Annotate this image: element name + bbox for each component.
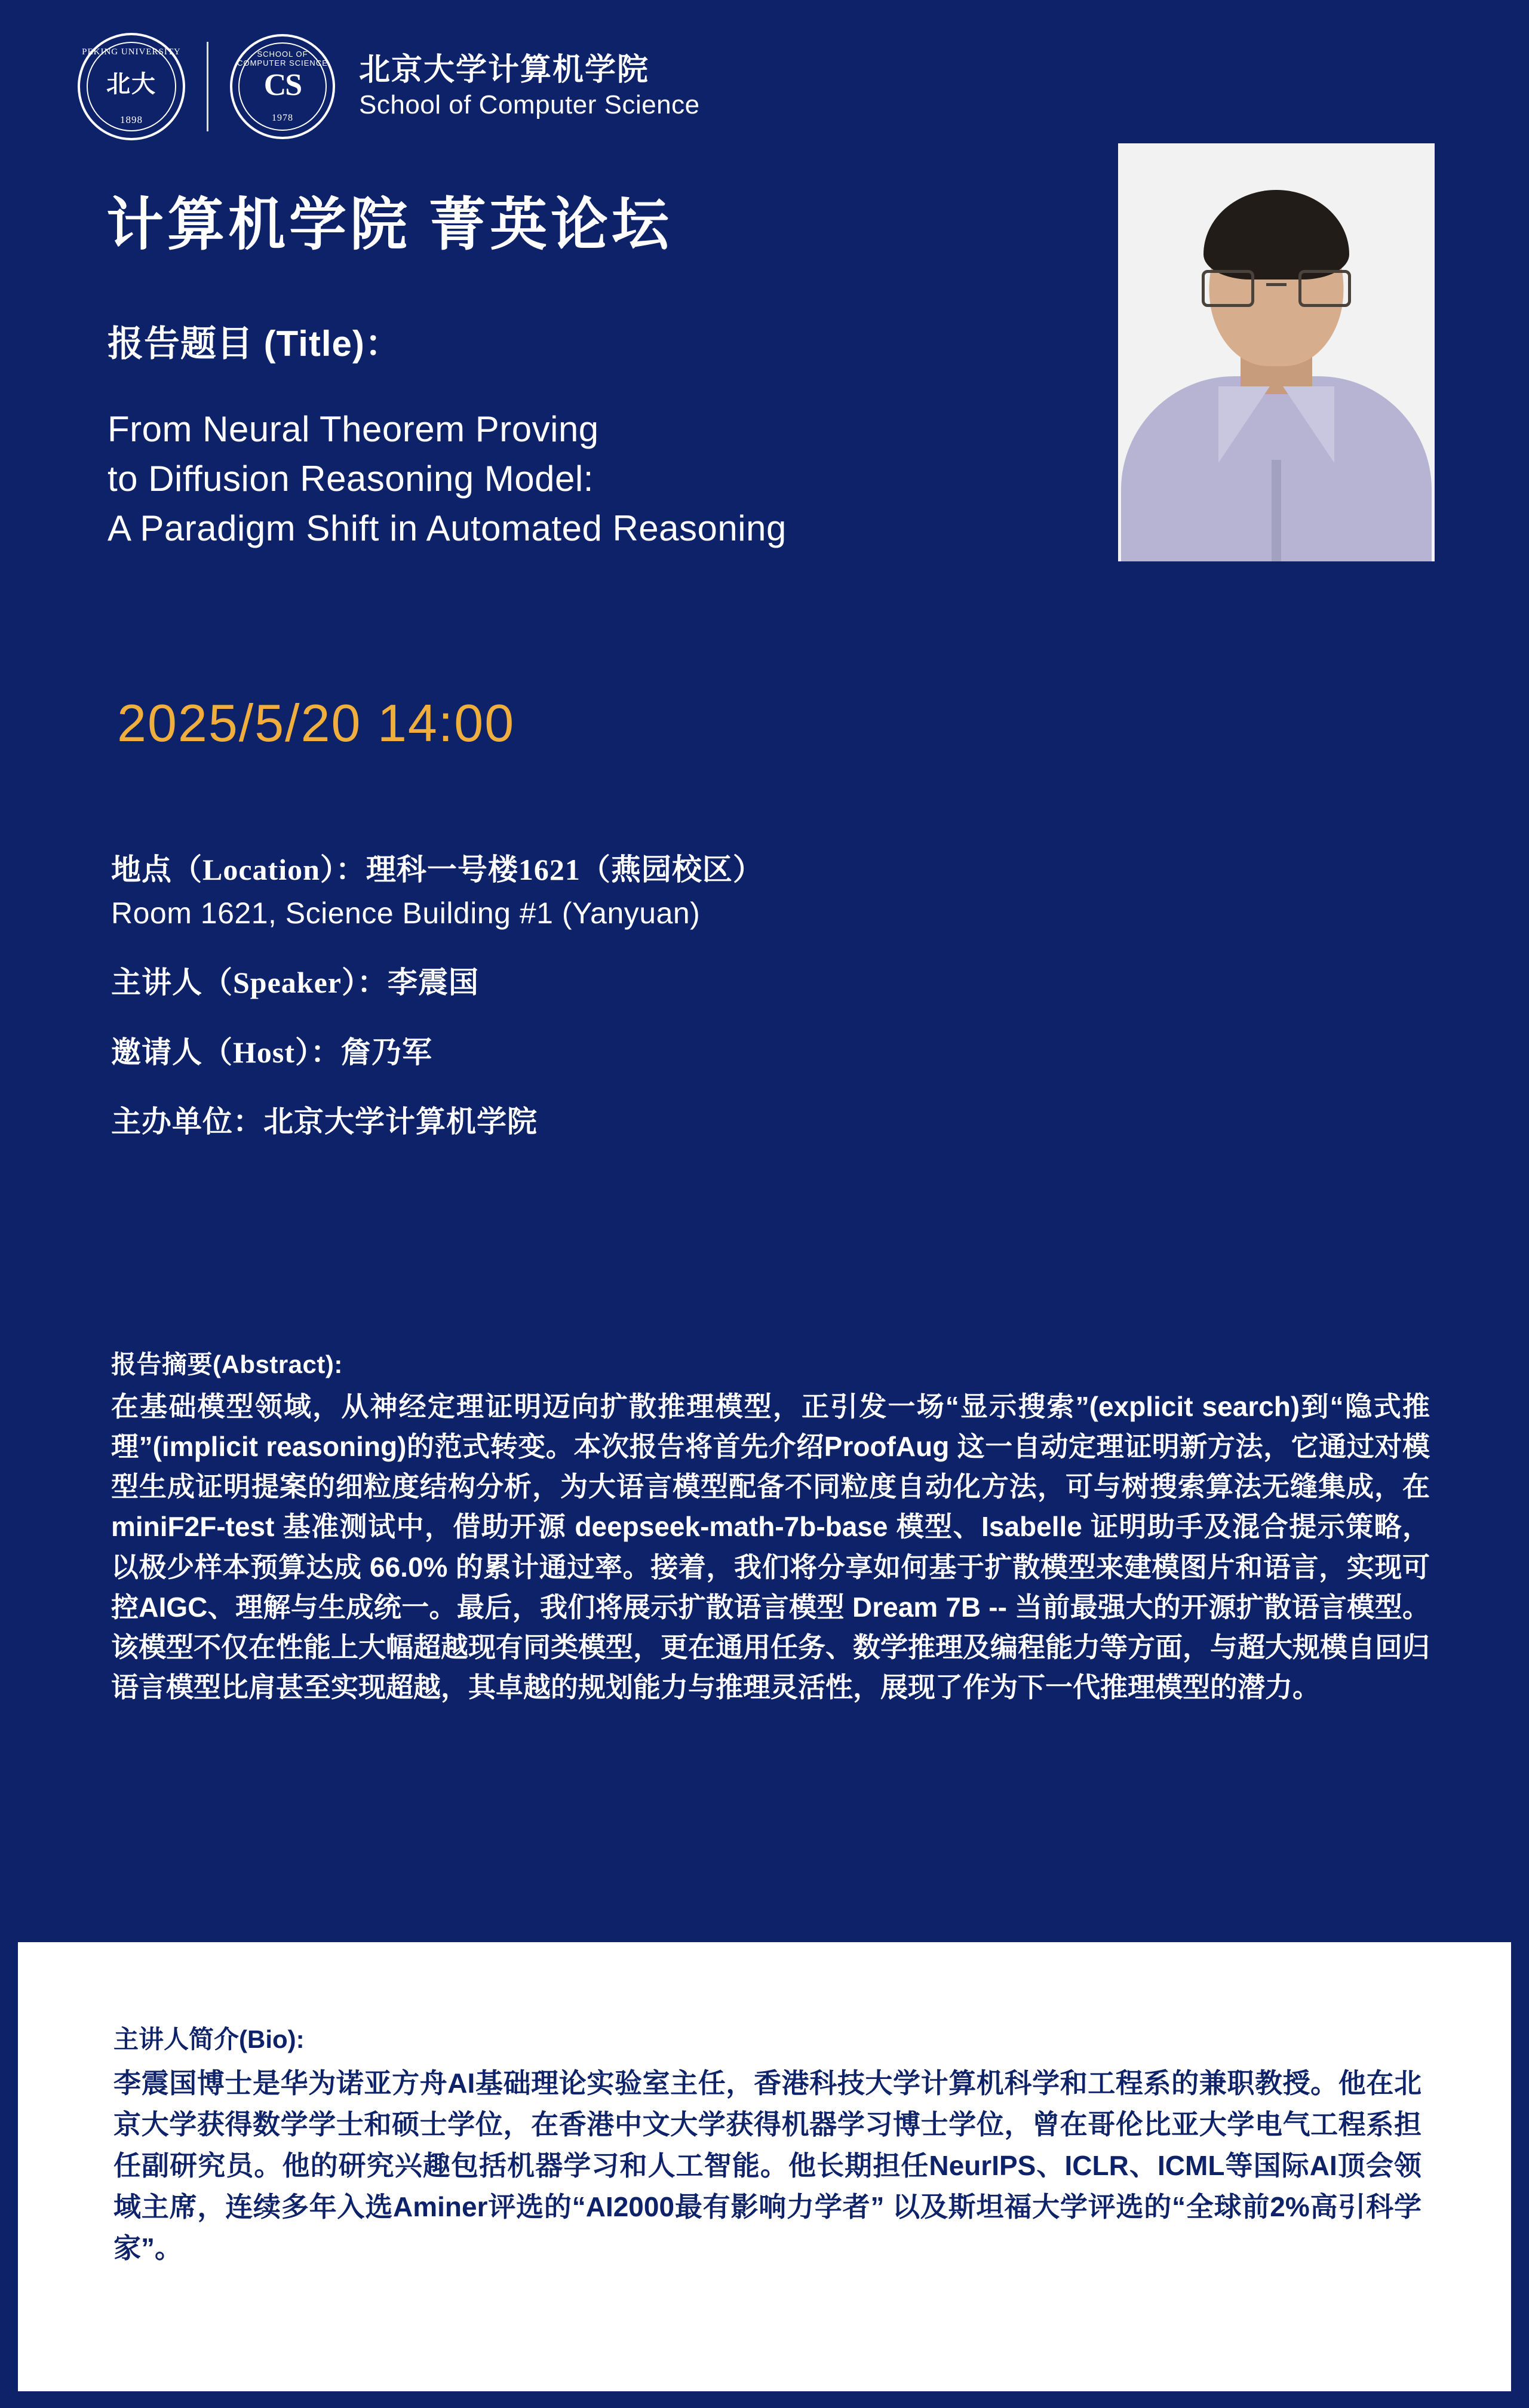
detail-host-cn: 邀请人（Host）：詹乃军 — [111, 1035, 432, 1069]
detail-organizer-cn: 主办单位：北京大学计算机学院 — [111, 1105, 538, 1138]
logo-divider — [207, 42, 208, 131]
seal-glyph: 北大 — [106, 70, 156, 97]
portrait-glasses-bridge — [1266, 283, 1287, 286]
talk-title — [108, 405, 787, 553]
speaker-portrait — [1118, 143, 1435, 561]
seal-top-text: PEKING UNIVERSITY — [82, 47, 181, 57]
seal-year: 1898 — [120, 114, 143, 125]
talk-title-label: 报告题目 (Title)： — [108, 324, 401, 364]
computer-science-seal-logo — [230, 34, 335, 139]
bio-section — [113, 2020, 1421, 2269]
cs-seal-top-text: SCHOOL OF COMPUTER SCIENCE — [237, 50, 328, 67]
peking-university-seal-logo — [78, 33, 185, 140]
detail-speaker-cn: 主讲人（Speaker）：李震国 — [111, 966, 479, 999]
cs-seal-glyph: CS — [263, 68, 302, 102]
event-details — [111, 848, 1425, 1170]
portrait-shirt-placket — [1272, 460, 1281, 561]
cs-seal-year: 1978 — [272, 113, 293, 123]
abstract-section — [111, 1345, 1430, 1707]
talk-title-line-1: From Neural Theorem Proving — [108, 409, 599, 449]
portrait-collar-left — [1218, 386, 1270, 463]
detail-location-en: Room 1621, Science Building #1 (Yanyuan) — [111, 896, 701, 930]
abstract-label: 报告摘要(Abstract): — [111, 1350, 343, 1378]
talk-title-line-2: to Diffusion Reasoning Model: — [108, 458, 594, 499]
organization-name-en: School of Computer Science — [359, 90, 700, 120]
detail-speaker — [111, 961, 1425, 1005]
detail-location-cn: 地点（Location）：理科一号楼1621（燕园校区） — [111, 853, 763, 886]
page-title: 计算机学院 菁英论坛 — [106, 193, 673, 257]
portrait-glasses-left — [1202, 270, 1254, 307]
talk-title-line-3: A Paradigm Shift in Automated Reasoning — [108, 508, 787, 548]
organization-names — [359, 52, 700, 121]
bio-label: 主讲人简介(Bio): — [113, 2025, 305, 2053]
poster-header — [78, 33, 700, 140]
detail-host — [111, 1031, 1425, 1074]
bio-panel — [18, 1942, 1511, 2391]
abstract-body: 在基础模型领域，从神经定理证明迈向扩散推理模型，正引发一场“显示搜索”(explicit search)到“隐式推理”(implicit reasoning)的范式转变。本次报告将首先介绍ProofAug 这一自动定理证明新方法，它通过对模型生成证明提案的细粒度结构分析，为大语言模型配备不同粒度自动化方法，可与树搜索算法无缝集成，在miniF2F-test 基准测试中，借助开源 deepseek-math-7b-base 模型、Isabelle 证明助手及混合提示策略，以极少样本预算达成 66.0% 的累计通过率。接着，我们将分享如何基于扩散模型来建模图片和语言，实现可控AIGC、理解与生成统一。最后，我们将展示扩散语言模型 Dream 7B -- 当前最强大的开源扩散语言模型。该模型不仅在性能上大幅超越现有同类模型，更在通用任务、数学推理及编程能力等方面，与超大规模自回归语言模型比肩甚至实现超越，其卓越的规划能力与推理灵活性，展现了作为下一代推理模型的潜力。 — [111, 1391, 1430, 1703]
organization-name-cn: 北京大学计算机学院 — [359, 52, 650, 87]
bio-body: 李震国博士是华为诺亚方舟AI基础理论实验室主任，香港科技大学计算机科学和工程系的兼职教授。他在北京大学获得数学学士和硕士学位，在香港中文大学获得机器学习博士学位，曾在哥伦比亚大学电气工程系担任副研究员。他的研究兴趣包括机器学习和人工智能。他长期担任NeurIPS、ICLR、ICML等国际AI顶会领域主席，连续多年入选Aminer评选的“AI2000最有影响力学者” 以及斯坦福大学评选的“全球前2%高引科学家”。 — [113, 2068, 1421, 2263]
event-datetime: 2025/5/20 14:00 — [117, 693, 515, 752]
detail-location — [111, 848, 1425, 935]
portrait-glasses-right — [1298, 270, 1351, 307]
detail-organizer — [111, 1100, 1425, 1144]
portrait-collar-right — [1283, 386, 1334, 463]
